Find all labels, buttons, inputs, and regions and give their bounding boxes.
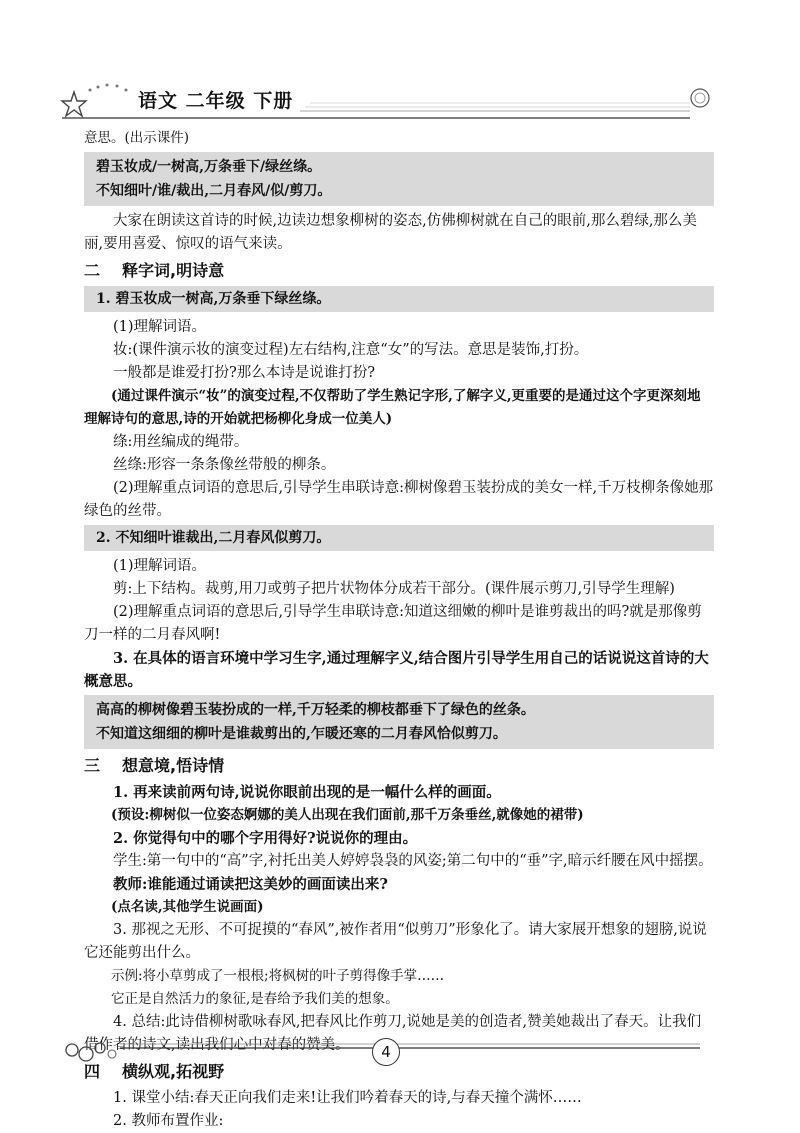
section-number: 三	[84, 756, 101, 775]
paragraph: 1. 课堂小结:春天正向我们走来!让我们吟着春天的诗,与春天撞个满怀……	[113, 1090, 582, 1106]
poem-box	[84, 152, 714, 206]
dot-decoration	[116, 85, 119, 88]
verse-box	[84, 286, 714, 312]
star-icon	[62, 92, 86, 116]
paragraph: (2)理解重点词语的意思后,引导学生串联诗意:柳树像碧玉装扮成的美女一样,千万枝柳条像她那绿色的丝带。	[84, 480, 714, 519]
translation-line: 不知道这细细的柳叶是谁裁剪出的,乍暖还寒的二月春风恰似剪刀。	[96, 726, 507, 742]
section-number: 二	[84, 261, 101, 280]
paragraph: 丝绦:形容一条条像丝带般的柳条。	[113, 457, 336, 473]
paragraph: 妆:(课件演示妆的演变过程)左右结构,注意“女”的写法。意思是装饰,打扮。	[113, 342, 589, 358]
paragraph: 2. 教师布置作业:	[113, 1113, 224, 1129]
paragraph: 绦:用丝编成的绳带。	[113, 434, 249, 450]
section-title: 想意境,悟诗情	[122, 756, 225, 775]
note: (点名读,其他学生说画面)	[111, 899, 264, 915]
verse-box	[84, 525, 714, 551]
translation-box	[84, 695, 714, 749]
section-title: 横纵观,拓视野	[122, 1062, 225, 1081]
section-number: 四	[84, 1062, 101, 1081]
page-footer	[60, 1020, 720, 1070]
page-header	[60, 78, 720, 120]
verse-line: 2. 不知细叶谁裁出,二月春风似剪刀。	[96, 530, 331, 546]
ring-decoration	[79, 1047, 93, 1061]
paragraph: 2. 你觉得句中的哪个字用得好?说说你的理由。	[113, 830, 418, 847]
poem-line: 碧玉妆成/一树高,万条垂下/绿丝绦。	[96, 159, 322, 175]
dot-decoration	[97, 86, 100, 89]
poem-line: 不知细叶/谁/裁出,二月春风/似/剪刀。	[96, 183, 332, 199]
ring-decoration	[108, 1050, 116, 1058]
ring-decoration	[66, 1044, 78, 1056]
dot-decoration	[125, 89, 128, 92]
paragraph: (1)理解词语。	[113, 558, 207, 574]
section-title: 释字词,明诗意	[122, 261, 225, 280]
note: (通过课件演示“妆”的演变过程,不仅帮助了学生熟记字形,了解字义,更重要的是通过这个字更深刻地理解诗句的意思,诗的开始就把杨柳化身成一位美人)	[84, 388, 701, 427]
header-title: 语文 二年级 下册	[138, 90, 294, 112]
ring-decoration	[95, 1043, 105, 1053]
paragraph: 1. 再来读前两句诗,说说你眼前出现的是一幅什么样的画面。	[113, 784, 501, 801]
lesson-content	[84, 127, 714, 1133]
section-heading	[84, 753, 714, 779]
paragraph: 学生:第一句中的“高”字,衬托出美人婷婷袅袅的风姿;第二句中的“垂”字,暗示纤腰在风中摇摆。	[113, 853, 713, 869]
paragraph: 意思。(出示课件)	[84, 130, 190, 146]
translation-line: 高高的柳树像碧玉装扮成的一样,千万轻柔的柳枝都垂下了绿色的丝条。	[96, 702, 535, 718]
paragraph: 大家在朗读这首诗的时候,边读边想象柳树的姿态,仿佛柳树就在自己的眼前,那么碧绿,那么美丽,要用喜爱、惊叹的语气来读。	[84, 213, 697, 252]
example: 它正是自然活力的象征,是春给予我们美的想象。	[111, 991, 399, 1007]
dot-decoration	[89, 89, 92, 92]
paragraph: 一般都是谁爱打扮?那么本诗是说谁打扮?	[113, 365, 376, 381]
paragraph: 3. 那视之无形、不可捉摸的“春风”,被作者用“似剪刀”形象化了。请大家展开想象的翅膀,说说它还能剪出什么。	[84, 922, 707, 961]
paragraph: 剪:上下结构。裁剪,用刀或剪子把片状物体分成若干部分。(课件展示剪刀,引导学生理解)	[113, 581, 675, 597]
ring-decoration	[695, 93, 705, 103]
section-heading	[84, 258, 714, 284]
verse-line: 1. 碧玉妆成一树高,万条垂下绿丝绦。	[96, 291, 331, 307]
example: 示例:将小草剪成了一根根;将枫树的叶子剪得像手掌……	[111, 968, 445, 984]
paragraph: 3. 在具体的语言环境中学习生字,通过理解字义,结合图片引导学生用自己的话说说这首诗的大概意思。	[84, 650, 709, 690]
paragraph: (2)理解重点词语的意思后,引导学生串联诗意:知道这细嫩的柳叶是谁剪裁出的吗?就是那像剪刀一样的二月春风啊!	[84, 604, 702, 643]
paragraph: 4. 总结:此诗借柳树歌咏春风,把春风比作剪刀,说她是美的创造者,赞美她裁出了春天。让我们借作者的诗文,读出我们心中对春的赞美。	[84, 1014, 702, 1053]
paragraph: (1)理解词语。	[113, 319, 207, 335]
dot-decoration	[106, 84, 109, 87]
ring-decoration	[691, 89, 709, 107]
note: (预设:柳树似一位姿态婀娜的美人出现在我们面前,那千万条垂丝,就像她的裙带)	[111, 807, 584, 823]
paragraph: 教师:谁能通过诵读把这美妙的画面读出来?	[113, 876, 388, 893]
page-number: 4	[372, 1038, 400, 1066]
